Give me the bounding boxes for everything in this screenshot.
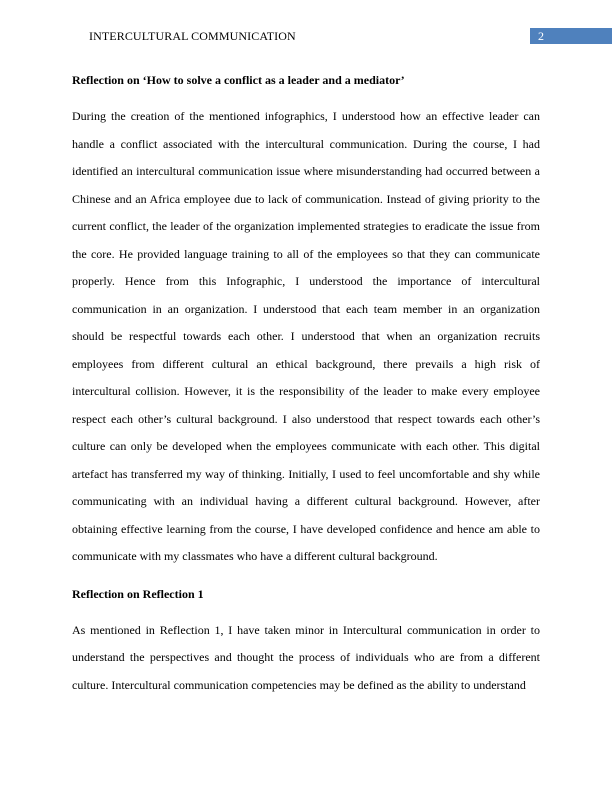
section-paragraph-reflection-on-reflection: As mentioned in Reflection 1, I have taken minor in Intercultural communication in order to understand the perspectives and thought the process of individuals who are from a different culture. Intercultural communication competencies may be defined as the ability to understand [72,622,540,692]
document-body [72,66,540,708]
page-number-badge [530,28,612,44]
page-number: 2 [538,29,544,43]
running-header-title: INTERCULTURAL COMMUNICATION [89,29,296,43]
section-paragraph-reflection-conflict: During the creation of the mentioned infographics, I understood how an effective leader can handle a conflict associated with the intercultural communication. During the course, I had identified an intercultural communication issue where misunderstanding had occurred between a Chinese and an Africa employee due to lack of communication. Instead of giving priority to the current conflict, the leader of the organization implemented strategies to eradicate the issue from the core. He provided language training to all of the employees so that they can communicate properly. Hence from this Infographic, I understood the importance of intercultural communication in an organization. I understood that each team member in an organization should be respectful towards each other. I understood that when an organization recruits employees from different cultural an ethical background, there prevails a high risk of intercultural collision. However, it is the responsibility of the leader to make every employee respect each other’s cultural background. I also understood that respect towards each other’s culture can only be developed when the employees communicate with each other. This digital artefact has transferred my way of thinking. Initially, I used to feel uncomfortable and shy while communicating with an individual having a different cultural background. However, after obtaining effective learning from the course, I have developed confidence and hence am able to communicate with my classmates who have a different cultural background. [72,109,540,563]
section-heading-reflection-conflict: Reflection on ‘How to solve a conflict as a leader and a mediator’ [72,73,405,87]
section-heading-reflection-on-reflection: Reflection on Reflection 1 [72,586,204,601]
